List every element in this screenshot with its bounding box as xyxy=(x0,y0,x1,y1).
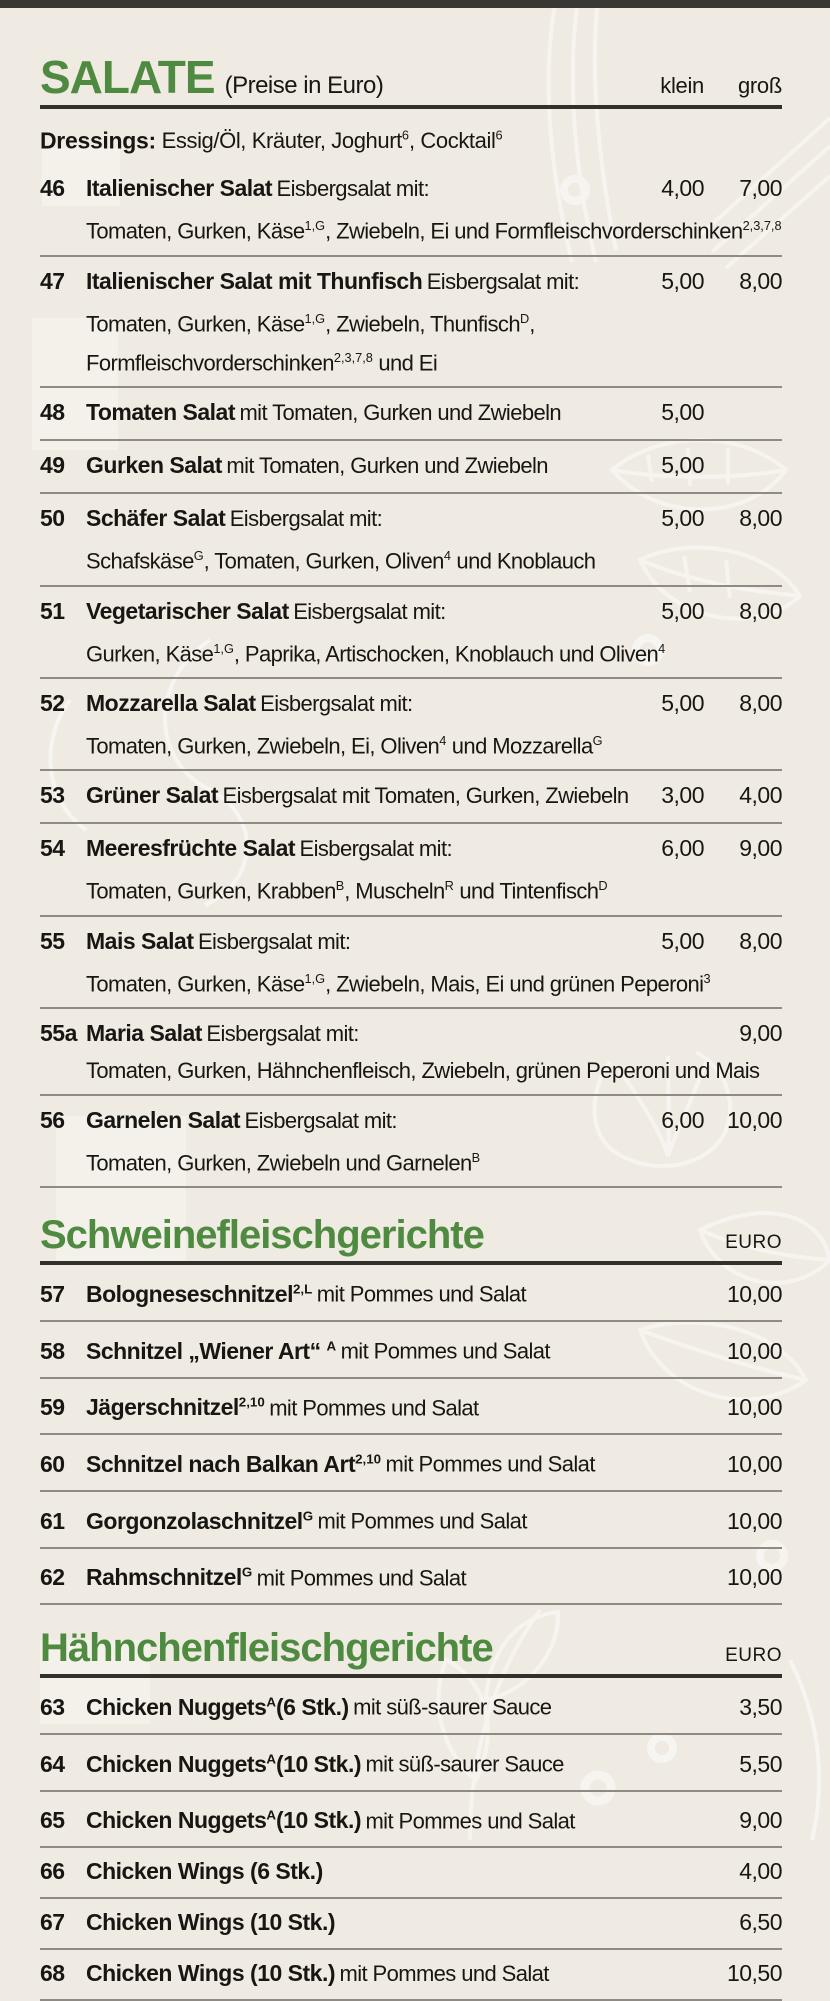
item-price-klein: 5,00 xyxy=(661,452,704,479)
item-text xyxy=(86,1498,698,1542)
item-description: Eisbergsalat mit: xyxy=(206,1020,359,1046)
item-text xyxy=(86,831,634,869)
item-price-klein: 3,00 xyxy=(661,782,704,809)
item-title: Garnelen Salat xyxy=(86,1106,241,1133)
item-number: 49 xyxy=(40,452,65,479)
item-row xyxy=(40,831,782,869)
item-text xyxy=(86,395,634,433)
menu-item-52 xyxy=(40,679,782,771)
item-description: mit Pommes und Salat xyxy=(365,1808,575,1834)
item-description: Eisbergsalat mit: xyxy=(197,928,351,954)
item-title: Meeresfrüchte Salat xyxy=(86,835,296,862)
item-text xyxy=(86,1741,698,1785)
item-row xyxy=(40,1555,782,1599)
item-row xyxy=(40,1905,782,1943)
dressings-note xyxy=(40,109,782,164)
item-description: Eisbergsalat mit: xyxy=(276,176,429,202)
item-text xyxy=(86,1854,698,1892)
item-text xyxy=(86,1441,698,1485)
item-title: Maria Salat xyxy=(86,1019,202,1046)
item-number: 50 xyxy=(40,505,65,532)
item-row xyxy=(40,1441,782,1485)
section-header xyxy=(40,1212,782,1258)
item-number: 61 xyxy=(40,1507,65,1534)
item-price-gross: 4,00 xyxy=(739,782,782,809)
item-row xyxy=(40,264,782,302)
menu-item-63 xyxy=(40,1678,782,1735)
item-text xyxy=(86,1328,698,1372)
item-price-klein: 5,00 xyxy=(661,505,704,532)
item-row xyxy=(40,1741,782,1785)
item-title: Mais Salat xyxy=(86,927,194,954)
item-row xyxy=(40,1498,782,1542)
item-price-euro: 10,00 xyxy=(726,1337,782,1364)
item-price-klein: 5,00 xyxy=(661,927,704,954)
item-description: mit Pommes und Salat xyxy=(317,1508,527,1534)
item-description: mit Pommes und Salat xyxy=(340,1338,550,1364)
section-subtitle: (Preise in Euro) xyxy=(224,72,384,99)
item-price-gross: 9,00 xyxy=(739,1019,782,1046)
item-title: Chicken Wings (10 Stk.) xyxy=(86,1909,336,1936)
section-title: SALATE xyxy=(40,51,215,103)
item-price-euro: 10,00 xyxy=(726,1394,782,1421)
item-price-gross: 7,00 xyxy=(739,175,782,202)
item-number: 51 xyxy=(40,597,65,624)
item-price-euro: 10,00 xyxy=(726,1564,782,1591)
item-row xyxy=(40,1328,782,1372)
item-number: 66 xyxy=(40,1858,65,1885)
item-title: Rahmschnitzel$^G$ xyxy=(86,1564,253,1591)
item-number: 54 xyxy=(40,835,65,862)
menu-item-46 xyxy=(40,164,782,256)
item-ingredients-line: Tomaten, Gurken, Krabben$^B$, Muscheln$^R$ und Tintenfisch$^D$ xyxy=(86,878,608,904)
menu-item-55a xyxy=(40,1009,782,1096)
menu-item-68 xyxy=(40,1950,782,2001)
item-number: 47 xyxy=(40,267,65,294)
menu-item-66 xyxy=(40,1848,782,1899)
item-row xyxy=(40,1016,782,1054)
item-number: 60 xyxy=(40,1450,65,1477)
item-number: 52 xyxy=(40,689,65,716)
item-description: Eisbergsalat mit: xyxy=(299,836,452,862)
dressings-text: Essig/Öl, Kräuter, Joghurt$^6$, Cocktail$^6$ xyxy=(161,128,503,154)
item-text xyxy=(86,1956,698,1994)
item-text xyxy=(86,171,634,209)
item-title: Italienischer Salat xyxy=(86,175,273,202)
item-ingredients-line: Tomaten, Gurken, Zwiebeln und Garnelen$^B$ xyxy=(86,1149,481,1176)
item-title: Chicken Nuggets$^A$(10 Stk.) xyxy=(86,1807,361,1834)
menu-item-61 xyxy=(40,1492,782,1549)
section-schweinefleischgerichte xyxy=(40,1212,782,1605)
menu-item-60 xyxy=(40,1435,782,1492)
menu-content xyxy=(0,8,830,2001)
section-title: Schweinefleischgerichte xyxy=(40,1213,484,1258)
item-number: 55 xyxy=(40,927,65,954)
item-description: mit süß-saurer Sauce xyxy=(365,1751,564,1777)
item-row xyxy=(40,501,782,539)
item-title: Schäfer Salat xyxy=(86,505,226,532)
item-row xyxy=(40,171,782,209)
menu-item-62 xyxy=(40,1549,782,1606)
item-number: 62 xyxy=(40,1564,65,1591)
item-row xyxy=(40,448,782,486)
item-text xyxy=(86,1905,698,1943)
item-title: Grüner Salat xyxy=(86,782,219,809)
menu-item-64 xyxy=(40,1735,782,1792)
item-ingredients-line: Tomaten, Gurken, Hähnchenfleisch, Zwiebeln, grünen Peperoni und Mais xyxy=(86,1057,760,1083)
item-price-klein: 5,00 xyxy=(661,597,704,624)
item-number: 55a xyxy=(40,1019,77,1046)
item-title: Chicken Wings (10 Stk.) xyxy=(86,1960,336,1987)
section-header xyxy=(40,1625,782,1671)
item-ingredients-line: Tomaten, Gurken, Käse$^{1,G}$, Zwiebeln, Mais, Ei und grünen Peperoni$^3$ xyxy=(86,970,711,996)
item-price-euro: 10,00 xyxy=(726,1450,782,1477)
item-number: 53 xyxy=(40,782,65,809)
item-text xyxy=(86,594,634,632)
item-number: 59 xyxy=(40,1394,65,1421)
menu-item-55 xyxy=(40,917,782,1009)
item-text xyxy=(86,1798,698,1842)
item-row xyxy=(40,395,782,433)
menu-item-58 xyxy=(40,1322,782,1379)
item-text xyxy=(86,264,634,302)
item-price-klein: 6,00 xyxy=(661,1106,704,1133)
item-description: mit süß-saurer Sauce xyxy=(353,1694,552,1720)
item-number: 46 xyxy=(40,175,65,202)
item-price-klein: 5,00 xyxy=(661,399,704,426)
item-description: Eisbergsalat mit Tomaten, Gurken, Zwiebeln xyxy=(222,783,629,809)
item-text xyxy=(86,924,634,962)
item-ingredients-line: Tomaten, Gurken, Käse$^{1,G}$, Zwiebeln, Ei und Formfleischvorderschinken$^{2,3,7,8}$ xyxy=(86,218,782,244)
menu-item-53 xyxy=(40,771,782,824)
item-number: 68 xyxy=(40,1960,65,1987)
item-title: Gurken Salat xyxy=(86,452,222,479)
item-ingredients-line: Gurken, Käse$^{1,G}$, Paprika, Artischocken, Knoblauch und Oliven$^4$ xyxy=(86,640,666,666)
item-ingredients-line: Schafskäse$^G$, Tomaten, Gurken, Oliven$^4$ und Knoblauch xyxy=(86,548,596,574)
item-price-euro: 6,50 xyxy=(739,1909,782,1936)
item-price-gross: 9,00 xyxy=(739,835,782,862)
item-number: 58 xyxy=(40,1337,65,1364)
section-salate xyxy=(40,52,782,1188)
item-text xyxy=(86,686,634,724)
item-number: 57 xyxy=(40,1280,65,1307)
item-title: Schnitzel „Wiener Art“ $^A$ xyxy=(86,1337,337,1364)
item-price-gross: 8,00 xyxy=(739,927,782,954)
item-ingredients-line: Tomaten, Gurken, Käse$^{1,G}$, Zwiebeln, Thunfisch$^D$, xyxy=(86,310,535,336)
item-description: mit Pommes und Salat xyxy=(385,1451,595,1477)
item-row xyxy=(40,1684,782,1728)
menu-item-57 xyxy=(40,1265,782,1322)
item-row xyxy=(40,594,782,632)
menu-item-51 xyxy=(40,587,782,679)
item-title: Gorgonzolaschnitzel$^G$ xyxy=(86,1507,314,1534)
section-title: Hähnchenfleischgerichte xyxy=(40,1626,493,1671)
item-title: Mozzarella Salat xyxy=(86,689,256,716)
item-price-gross: 8,00 xyxy=(739,267,782,294)
item-price-euro: 10,00 xyxy=(726,1507,782,1534)
item-description: Eisbergsalat mit: xyxy=(426,268,580,294)
section-header xyxy=(40,52,782,102)
item-row xyxy=(40,686,782,724)
item-price-gross: 10,00 xyxy=(726,1106,782,1133)
item-row xyxy=(40,778,782,816)
item-description: mit Tomaten, Gurken und Zwiebeln xyxy=(226,453,548,479)
item-text xyxy=(86,1271,698,1315)
item-price-euro: 9,00 xyxy=(739,1807,782,1834)
item-number: 48 xyxy=(40,399,65,426)
item-price-euro: 10,50 xyxy=(726,1960,782,1987)
item-text xyxy=(86,1684,698,1728)
item-price-klein: 6,00 xyxy=(661,835,704,862)
item-title: Bologneseschnitzel$^{2,L}$ xyxy=(86,1280,313,1307)
item-title: Jägerschnitzel$^{2,10}$ xyxy=(86,1394,265,1421)
item-text xyxy=(86,1555,698,1599)
item-number: 63 xyxy=(40,1693,65,1720)
item-row xyxy=(40,924,782,962)
price-column-header: groß xyxy=(737,73,782,98)
item-title: Tomaten Salat xyxy=(86,399,235,426)
item-text xyxy=(86,448,634,486)
price-column-header: klein xyxy=(660,73,704,98)
top-border-bar xyxy=(0,0,830,8)
item-ingredients-line: Formfleischvorderschinken$^{2,3,7,8}$ und Ei xyxy=(86,349,438,376)
item-description: Eisbergsalat mit: xyxy=(244,1107,397,1133)
item-ingredients-line: Tomaten, Gurken, Zwiebeln, Ei, Oliven$^4$ und Mozzarella$^G$ xyxy=(86,732,603,759)
item-title: Vegetarischer Salat xyxy=(86,597,289,624)
menu-item-47 xyxy=(40,257,782,389)
item-price-klein: 5,00 xyxy=(661,267,704,294)
menu-item-50 xyxy=(40,494,782,586)
item-number: 67 xyxy=(40,1909,65,1936)
menu-item-59 xyxy=(40,1379,782,1436)
item-price-euro: 3,50 xyxy=(739,1693,782,1720)
item-number: 65 xyxy=(40,1807,65,1834)
menu-item-49 xyxy=(40,441,782,494)
item-text xyxy=(86,501,634,539)
item-text xyxy=(86,778,634,816)
item-price-klein: 5,00 xyxy=(661,689,704,716)
item-title: Italienischer Salat mit Thunfisch xyxy=(86,267,423,294)
item-description: mit Pommes und Salat xyxy=(316,1281,527,1307)
price-column-header: EURO xyxy=(725,1645,782,1667)
price-column-header: EURO xyxy=(725,1232,782,1254)
item-price-euro: 5,50 xyxy=(739,1750,782,1777)
item-price-gross: 8,00 xyxy=(739,597,782,624)
item-price-euro: 10,00 xyxy=(726,1280,782,1307)
menu-item-67 xyxy=(40,1899,782,1950)
section-haehnchenfleischgerichte xyxy=(40,1625,782,2001)
item-title: Chicken Nuggets$^A$(10 Stk.) xyxy=(86,1750,361,1777)
item-description: mit Pommes und Salat xyxy=(256,1565,466,1591)
item-row xyxy=(40,1385,782,1429)
dressings-label: Dressings: xyxy=(40,127,156,154)
item-title: Chicken Nuggets$^A$(6 Stk.) xyxy=(86,1693,349,1720)
item-row xyxy=(40,1103,782,1141)
menu-item-54 xyxy=(40,824,782,916)
item-description: Eisbergsalat mit: xyxy=(260,690,413,716)
item-title: Schnitzel nach Balkan Art$^{2,10}$ xyxy=(86,1450,382,1477)
item-row xyxy=(40,1854,782,1892)
item-row xyxy=(40,1956,782,1994)
item-description: Eisbergsalat mit: xyxy=(293,598,446,624)
item-text xyxy=(86,1385,698,1429)
item-text xyxy=(86,1016,634,1054)
menu-item-48 xyxy=(40,388,782,441)
item-price-klein: 4,00 xyxy=(661,175,704,202)
item-description: mit Tomaten, Gurken und Zwiebeln xyxy=(239,400,562,426)
item-price-gross: 8,00 xyxy=(739,689,782,716)
item-description: Eisbergsalat mit: xyxy=(229,506,383,532)
item-text xyxy=(86,1103,634,1141)
item-row xyxy=(40,1271,782,1315)
item-price-euro: 4,00 xyxy=(739,1858,782,1885)
item-row xyxy=(40,1798,782,1842)
item-price-gross: 8,00 xyxy=(739,505,782,532)
item-number: 56 xyxy=(40,1106,65,1133)
item-description: mit Pommes und Salat xyxy=(339,1961,549,1987)
item-description: mit Pommes und Salat xyxy=(269,1395,479,1421)
item-title: Chicken Wings (6 Stk.) xyxy=(86,1858,323,1885)
item-number: 64 xyxy=(40,1750,65,1777)
menu-item-56 xyxy=(40,1096,782,1188)
